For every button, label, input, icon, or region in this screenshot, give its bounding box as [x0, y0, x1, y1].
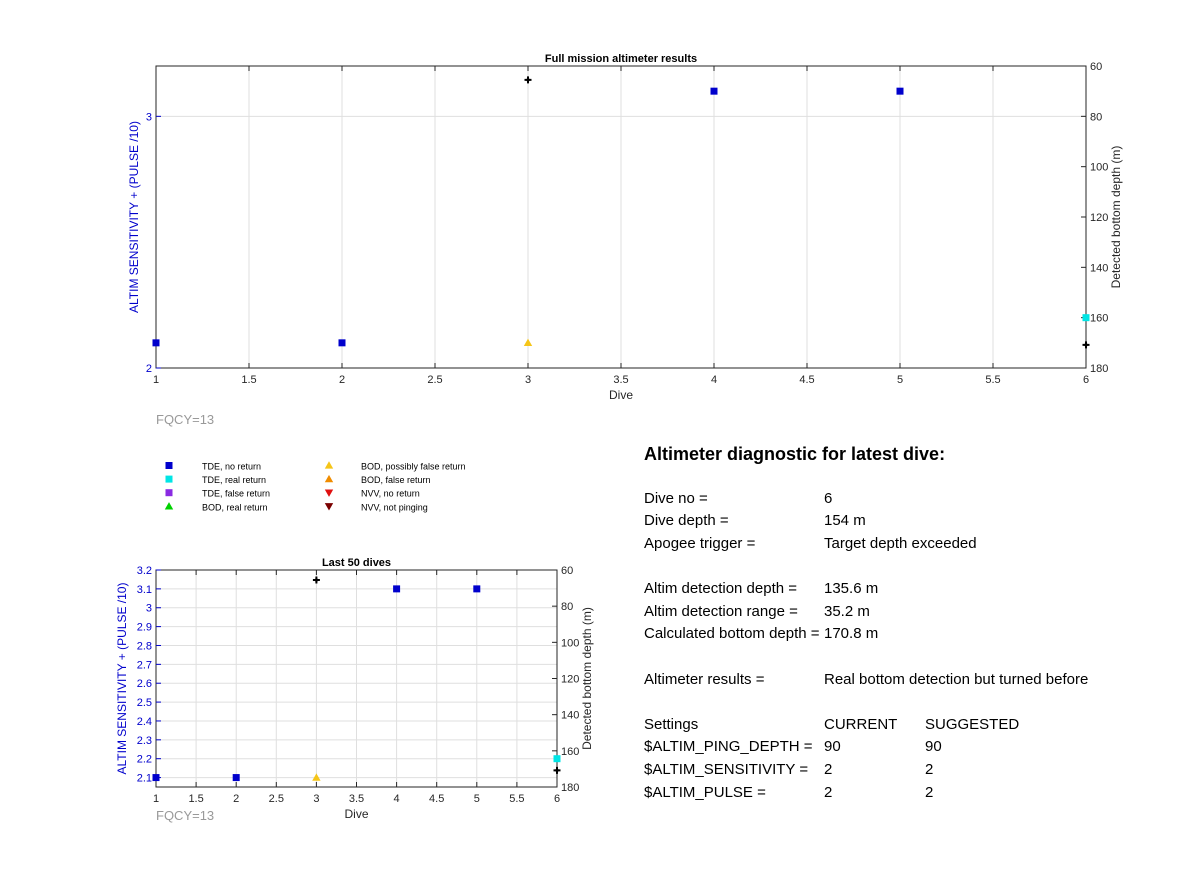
y-left-tick-label: 2	[145, 363, 152, 375]
y-left-tick-label: 2.9	[136, 621, 152, 634]
ping-depth-suggested: 90	[925, 738, 942, 756]
x-tick-label: 3	[524, 374, 532, 386]
legend-marker	[325, 475, 333, 482]
data-point	[711, 88, 718, 95]
x-tick-label: 3.5	[613, 374, 629, 386]
x-tick-label: 5	[473, 793, 480, 805]
data-point	[233, 774, 240, 781]
detect-depth-value: 135.6 m	[824, 580, 879, 598]
x-tick-label: 1.5	[188, 793, 204, 805]
legend-label: BOD, possibly false return	[361, 461, 466, 472]
dive-depth-value: 154 m	[824, 512, 866, 530]
data-point	[554, 755, 561, 762]
dive-depth-label: Dive depth =	[644, 512, 729, 530]
x-tick-label: 3.5	[348, 793, 365, 805]
pulse-label: $ALTIM_PULSE =	[644, 783, 766, 801]
ping-depth-label: $ALTIM_PING_DEPTH =	[644, 738, 813, 756]
x-tick-label: 2	[338, 374, 346, 386]
sensitivity-row	[644, 758, 1164, 781]
settings-header-row	[644, 713, 1164, 736]
legend-marker	[166, 489, 173, 496]
pulse-current: 2	[824, 783, 833, 801]
legend-marker	[325, 461, 333, 468]
altimeter-diagnostic-panel	[644, 444, 1164, 803]
legend-label: NVV, not pinging	[361, 502, 428, 513]
sensitivity-label: $ALTIM_SENSITIVITY =	[644, 760, 809, 778]
legend-marker	[165, 502, 173, 509]
y-left-tick-label: 2.2	[136, 753, 152, 766]
chart-title: Last 50 dives	[321, 557, 392, 569]
apogee-label: Apogee trigger =	[644, 534, 756, 552]
x-axis-label: Dive	[344, 807, 369, 821]
data-point	[473, 585, 480, 592]
x-tick-label: 4	[710, 374, 718, 386]
apogee-value: Target depth exceeded	[824, 534, 977, 552]
y-left-tick-label: 3.2	[136, 565, 152, 577]
legend-marker	[325, 503, 333, 510]
depth-point	[555, 769, 558, 772]
bottom-depth-row	[644, 623, 1164, 646]
diagnostic-title: Altimeter diagnostic for latest dive:	[644, 444, 946, 464]
detect-depth-label: Altim detection depth =	[644, 580, 798, 598]
y-left-tick-label: 3	[145, 111, 152, 124]
x-axis-label: Dive	[608, 388, 634, 402]
fqcy-annotation: FQCY=13	[156, 412, 215, 427]
full-mission-chart	[127, 53, 1123, 427]
data-point	[393, 585, 400, 592]
last-50-dives-chart	[115, 557, 594, 823]
x-tick-label: 4.5	[799, 374, 815, 386]
data-point	[312, 773, 320, 780]
data-point	[339, 339, 346, 346]
fqcy-annotation: FQCY=13	[156, 808, 215, 823]
x-tick-label: 6	[1082, 374, 1090, 386]
apogee-row	[644, 532, 1164, 555]
dive-depth-row	[644, 510, 1164, 533]
y-right-axis-label: Detected bottom depth (m)	[580, 607, 594, 750]
x-tick-label: 5.5	[985, 374, 1001, 386]
y-right-axis-label: Detected bottom depth (m)	[1109, 145, 1123, 289]
y-right-tick-label: 160	[1090, 312, 1109, 325]
legend-marker	[325, 490, 333, 497]
legend-label: NVV, no return	[361, 488, 420, 499]
data-point	[897, 88, 904, 95]
y-right-tick-label: 180	[561, 782, 580, 794]
y-left-axis-label: ALTIM SENSITIVITY + (PULSE /10)	[127, 121, 141, 313]
detect-range-label: Altim detection range =	[644, 602, 798, 620]
y-left-tick-label: 2.6	[136, 678, 152, 691]
data-point	[153, 774, 160, 781]
detect-range-value: 35.2 m	[824, 602, 870, 620]
current-header: CURRENT	[824, 715, 898, 733]
y-left-axis-label: ALTIM SENSITIVITY + (PULSE /10)	[115, 582, 129, 775]
dive-no-value: 6	[824, 489, 833, 507]
data-point	[524, 339, 532, 346]
x-tick-label: 2.5	[268, 793, 284, 805]
x-tick-label: 3	[313, 793, 320, 805]
x-tick-label: 1	[152, 374, 160, 386]
y-left-tick-label: 2.4	[136, 715, 152, 728]
legend-label: BOD, real return	[202, 502, 268, 513]
x-tick-label: 2.5	[427, 374, 443, 386]
y-left-tick-label: 2.7	[136, 659, 152, 672]
x-tick-label: 1.5	[241, 374, 257, 386]
legend-label: TDE, real return	[202, 475, 267, 486]
results-row	[644, 668, 1164, 691]
y-right-tick-label: 100	[1090, 161, 1109, 174]
ping-depth-row	[644, 736, 1164, 759]
y-left-tick-label: 3.1	[136, 583, 152, 596]
dive-no-row	[644, 487, 1164, 510]
x-tick-label: 4	[393, 793, 400, 805]
y-right-tick-label: 100	[561, 637, 580, 650]
bottom-depth-label: Calculated bottom depth =	[644, 625, 820, 643]
sensitivity-current: 2	[824, 760, 833, 778]
depth-point	[1084, 343, 1087, 346]
y-right-tick-label: 120	[561, 673, 580, 686]
results-label: Altimeter results =	[644, 670, 765, 688]
pulse-row	[644, 781, 1164, 804]
depth-point	[526, 78, 529, 81]
legend	[165, 461, 466, 512]
x-tick-label: 6	[553, 793, 561, 805]
suggested-header: SUGGESTED	[925, 715, 1020, 733]
y-right-tick-label: 160	[561, 745, 580, 758]
y-right-tick-label: 140	[1090, 262, 1109, 275]
y-left-tick-label: 2.5	[136, 697, 152, 710]
y-right-tick-label: 140	[561, 709, 580, 722]
y-right-tick-label: 80	[561, 601, 574, 614]
detect-range-row	[644, 600, 1164, 623]
y-right-tick-label: 60	[1090, 61, 1103, 73]
y-left-tick-label: 2.8	[136, 640, 152, 653]
pulse-suggested: 2	[925, 783, 934, 801]
y-right-tick-label: 180	[1090, 363, 1109, 375]
y-right-tick-label: 80	[1090, 111, 1103, 124]
bottom-depth-value: 170.8 m	[824, 625, 879, 643]
dive-no-label: Dive no =	[644, 489, 708, 507]
data-point	[1083, 314, 1090, 321]
legend-marker	[166, 476, 173, 483]
y-left-tick-label: 2.3	[136, 734, 152, 747]
legend-label: TDE, no return	[202, 461, 262, 472]
legend-label: TDE, false return	[202, 488, 271, 499]
x-tick-label: 2	[233, 793, 240, 805]
results-value: Real bottom detection but turned before	[824, 670, 1089, 688]
y-left-tick-label: 2.1	[136, 772, 152, 785]
depth-point	[315, 578, 318, 581]
legend-label: BOD, false return	[361, 475, 431, 486]
y-left-tick-label: 3	[145, 602, 152, 615]
ping-depth-current: 90	[824, 738, 841, 756]
y-right-tick-label: 120	[1090, 212, 1109, 224]
settings-header: Settings	[644, 715, 699, 733]
x-tick-label: 4.5	[429, 793, 445, 805]
x-tick-label: 5.5	[509, 793, 525, 805]
x-tick-label: 5	[896, 374, 904, 386]
chart-title: Full mission altimeter results	[544, 53, 698, 65]
sensitivity-suggested: 2	[925, 760, 934, 778]
y-right-tick-label: 60	[561, 565, 574, 577]
legend-marker	[166, 462, 173, 469]
x-tick-label: 1	[152, 793, 160, 805]
data-point	[153, 339, 160, 346]
detect-depth-row	[644, 577, 1164, 600]
